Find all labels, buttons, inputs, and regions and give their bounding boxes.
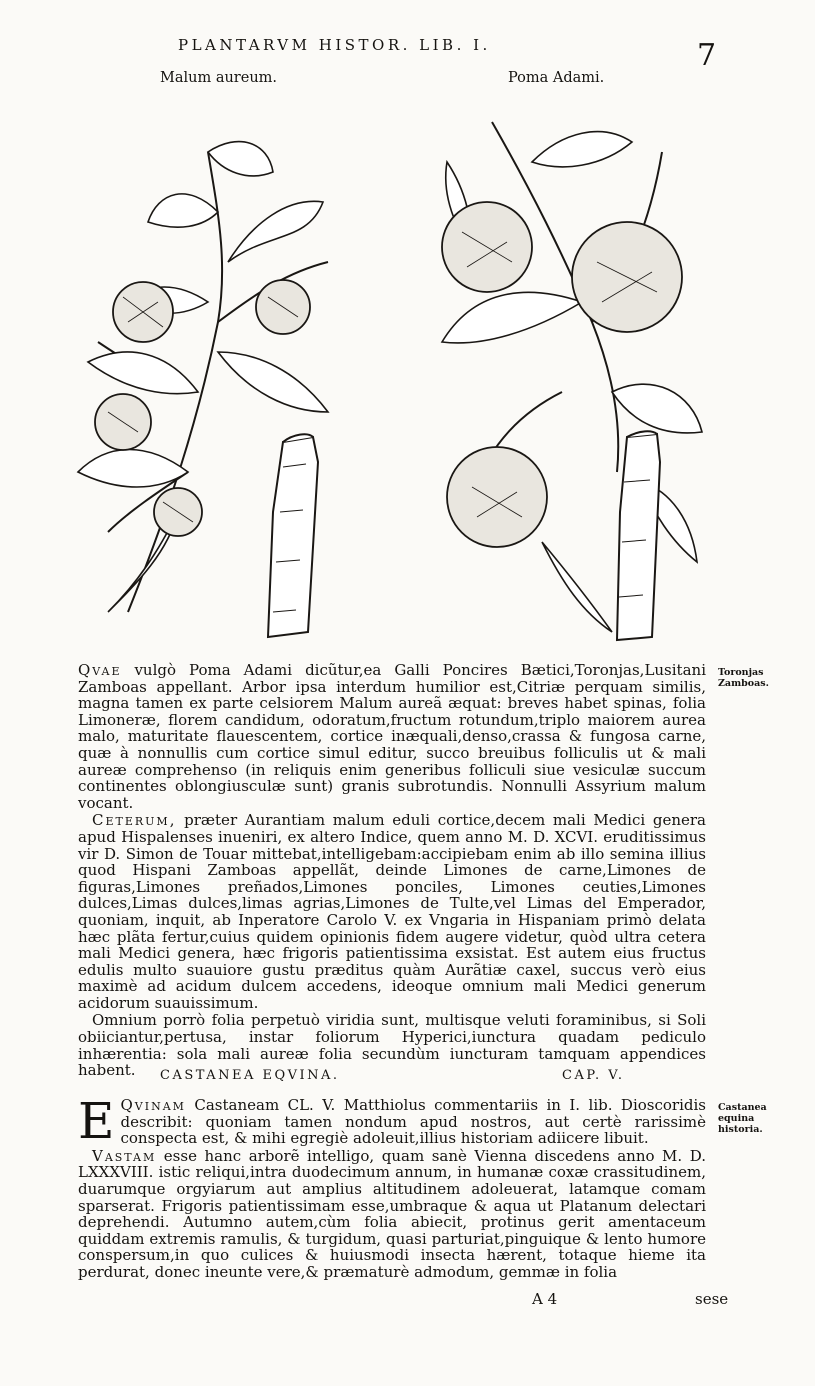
paragraph-1-lead: Qvae [78, 661, 122, 679]
section-text-block [78, 1092, 706, 1282]
chapter-label: CAP. V. [562, 1068, 625, 1083]
section-paragraph-1-text: Castaneam CL. V. Matthiolus commentariis in I. lib. Dioscoridis describit: quoniam tamen nondum apud nostros, aut certè rarissimè conspecta est, & mihi egregiè adoleuit,illius historiam adiicere libuit. [120, 1096, 706, 1148]
paragraph-2-lead: Ceterum, [92, 811, 177, 830]
section-title: CASTANEA EQVINA. [160, 1068, 340, 1083]
section-paragraph-2-lead: Vastam [92, 1146, 157, 1165]
margin-note-castanea: Castanea equina historia. [718, 1102, 767, 1135]
main-text-block [78, 662, 706, 1080]
figure-caption-left: Malum aureum. [160, 70, 278, 86]
margin-note-toronjas: Toronjas Zamboas. [718, 667, 769, 689]
section-paragraph-2 [78, 1148, 706, 1281]
running-head: PLANTARVM HISTOR. LIB. I. [178, 36, 491, 54]
paragraph-2-text: præter Aurantiam malum eduli cortice,decem mali Medici genera apud Hispalenses inueniri, ex altero Indice, quem anno M. D. XCVI. eruditissimus vir D. Simon de Touar mittebat,intelligebam:accipiebam enim ab illo semina illius quod Hispani Zamboas appellãt, deinde Limones de carne,Limones de figuras,Limones preñados,Limones ponciles, Limones ceuties,Limones dulces,Limas dulces,limas agrias,Limones de Tulte,vel Limas del Emperador, quoniam, inquit, ab Inperatore Carolo V. ex Vngaria in Hispaniam primò delata hæc plãta fertur,cuius quidem opinionis fidem augere videtur, quòd ultra cetera mali Medici genera, hæc frigoris patientissima exsistat. Est autem eius fructus edulis multo suauiore gustu præditus quàm Aurãtiæ caxel, succus verò eius maximè ad acidum dulcem accedens, ideoque omnium mali Medici generum acidorum suauissimum. [78, 811, 706, 1012]
drop-capital: E [78, 1092, 115, 1150]
signature-mark: A 4 [532, 1290, 558, 1308]
page-number: 7 [697, 38, 717, 73]
poma-adami-illustration [412, 92, 712, 652]
section-paragraph-1-lead: Qvinam [120, 1096, 186, 1114]
paragraph-3: Omnium porrò folia perpetuò viridia sunt, multisque veluti foraminibus, si Soli obiiciantur,pertusa, instar foliorum Hyperici,iunctura quadam pediculo inhærentia: sola mali aureæ folia secundùm iuncturam tamquam appendices habent. [78, 1011, 706, 1080]
paragraph-1 [78, 662, 706, 811]
malum-aureum-illustration [68, 92, 368, 652]
catchword: sese [695, 1290, 729, 1308]
paragraph-1-text: vulgò Poma Adami dicũtur,ea Galli Poncires Bætici,Toronjas,Lusitani Zamboas appellant. Arbor ipsa interdum humilior est,Citriæ perquam similis, magna tamen ex parte celsiorem Malum aureã æquat: breves habet spinas, folia Limoneræ, florem candidum, odoratum,fructum rotundum,triplo maiorem aurea malo, maturitate flauescentem, cortice inæquali,denso,crassa & fungosa carne, quæ à nonnullis cum cortice simul editur, succo breuibus folliculis ut & mali aureæ comprehenso (in reliquis enim generibus folliculi siue vesiculæ succum continentes oblongiusculæ sunt) granis subrotundis. Nonnulli Assyrium malum vocant. [78, 661, 706, 812]
figure-caption-right: Poma Adami. [508, 70, 605, 86]
section-paragraph-2-text: esse hanc arborẽ intelligo, quam sanè Vienna discedens anno M. D. LXXXVIII. istic reliqui,intra duodecimum annum, in humanæ coxæ crassitudinem, duarumque orgyiarum aut amplius altitudinem adoleuerat, latamque comam sparserat. Frigoris patientissimam esse,umbraque & aqua ut Platanum delectari deprehendi. Autumno autem,cùm folia abiecit, protinus gerit amentaceum quiddam extremis ramulis, & turgidum, quasi parturiat,pinguique & lento humore conspersum,in quo culices & huiusmodi insecta hærent, totaque hieme ita perdurat, donec ineunte vere,& præmaturè admodum, gemmæ in folia [78, 1146, 706, 1281]
section-paragraph-1 [78, 1092, 706, 1150]
paragraph-2 [78, 812, 706, 1011]
